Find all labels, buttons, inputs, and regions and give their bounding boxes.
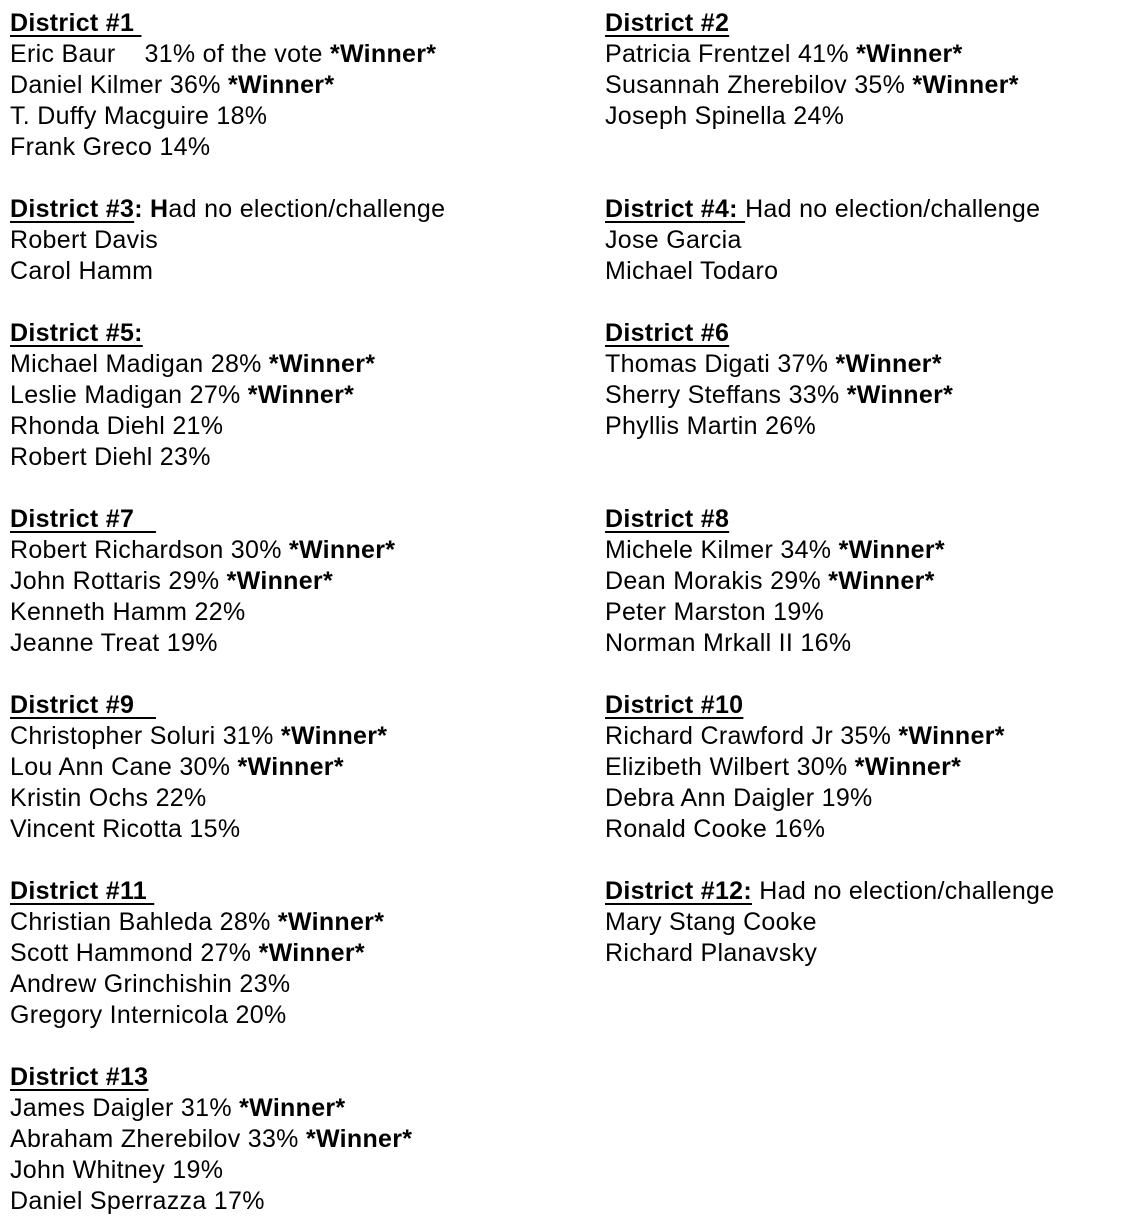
text-segment: Susannah Zherebilov 35% [605, 71, 913, 99]
candidate-line [10, 225, 445, 256]
text-segment: Patricia Frentzel 41% [605, 40, 857, 68]
text-segment: Frank Greco 14% [10, 133, 211, 161]
candidate-line [10, 1155, 412, 1186]
district-8-block [605, 504, 945, 659]
text-segment: : H [134, 195, 169, 223]
candidate-line [10, 1000, 384, 1031]
winner-label: *Winner* [237, 753, 344, 781]
district-13-block [10, 1062, 412, 1217]
candidate-line [605, 907, 1054, 938]
candidate-line [605, 411, 953, 442]
text-segment: Robert Diehl 23% [10, 443, 211, 471]
candidate-line [10, 969, 384, 1000]
text-segment: Michael Madigan 28% [10, 350, 269, 378]
candidate-line [605, 39, 1019, 70]
winner-label: *Winner* [277, 908, 385, 936]
candidate-line [10, 256, 445, 287]
text-segment: Eric Baur 31% of the vote [10, 40, 330, 68]
text-segment: ad no election/challenge [168, 195, 446, 223]
text-segment: Abraham Zherebilov 33% [10, 1125, 306, 1153]
candidate-line [10, 70, 436, 101]
district-10-block [605, 690, 1005, 845]
district-12-block [605, 876, 1054, 969]
text-segment: Christian Bahleda 28% [10, 908, 278, 936]
candidate-line [10, 1124, 412, 1155]
candidate-line [10, 814, 387, 845]
candidate-line [10, 752, 387, 783]
text-segment: Robert Richardson 30% [10, 536, 289, 564]
text-segment: Norman Mrkall II 16% [605, 629, 852, 657]
district-4-block [605, 194, 1040, 287]
text-segment: District #13 [10, 1063, 149, 1091]
candidate-line [605, 225, 1040, 256]
candidate-line [605, 101, 1019, 132]
text-segment: Carol Hamm [10, 257, 154, 285]
text-segment: Robert Davis [10, 226, 159, 254]
district-5-header [10, 318, 375, 349]
candidate-line [605, 380, 953, 411]
text-segment: District #7 [10, 505, 156, 533]
winner-label: *Winner* [305, 1125, 413, 1153]
candidate-line [10, 721, 387, 752]
text-segment: Michele Kilmer 34% [605, 536, 839, 564]
winner-label: *Winner* [854, 753, 962, 781]
candidate-line [605, 783, 1005, 814]
text-segment: District #1 [10, 9, 142, 37]
winner-label: *Winner* [898, 722, 1005, 750]
winner-label: *Winner* [226, 567, 333, 595]
text-segment: Kenneth Hamm 22% [10, 598, 246, 626]
district-6-header [605, 318, 953, 349]
candidate-line [10, 101, 436, 132]
winner-label: *Winner* [268, 350, 376, 378]
candidate-line [10, 535, 395, 566]
candidate-line [605, 628, 945, 659]
district-11-header [10, 876, 384, 907]
text-segment: John Whitney 19% [10, 1156, 224, 1184]
text-segment: Jeanne Treat 19% [10, 629, 218, 657]
winner-label: *Winner* [838, 536, 945, 564]
text-segment: Elizibeth Wilbert 30% [605, 753, 855, 781]
text-segment: Ronald Cooke 16% [605, 815, 826, 843]
winner-label: *Winner* [329, 40, 437, 68]
text-segment: District #12: [605, 877, 753, 905]
text-segment: Andrew Grinchishin 23% [10, 970, 291, 998]
text-segment: Debra Ann Daigler 19% [605, 784, 873, 812]
text-segment: Kristin Ochs 22% [10, 784, 207, 812]
text-segment: District #9 [10, 691, 156, 719]
winner-label: *Winner* [288, 536, 396, 564]
text-segment: Peter Marston 19% [605, 598, 825, 626]
text-segment: Thomas Digati 37% [605, 350, 836, 378]
text-segment: Leslie Madigan 27% [10, 381, 248, 409]
text-segment: District #11 [10, 877, 155, 905]
district-2-block [605, 8, 1019, 132]
text-segment: Lou Ann Cane 30% [10, 753, 238, 781]
district-7-header [10, 504, 395, 535]
district-1-block [10, 8, 436, 163]
candidate-line [605, 597, 945, 628]
text-segment: District #6 [605, 319, 730, 347]
winner-label: *Winner* [912, 71, 1019, 99]
district-9-block [10, 690, 387, 845]
candidate-line [10, 349, 375, 380]
text-segment: District #4: [605, 195, 746, 223]
text-segment: James Daigler 31% [10, 1094, 240, 1122]
candidate-line [10, 132, 436, 163]
candidate-line [10, 783, 387, 814]
text-segment: District #3 [10, 195, 135, 223]
candidate-line [605, 256, 1040, 287]
winner-label: *Winner* [856, 40, 963, 68]
text-segment: District #2 [605, 9, 730, 37]
district-11-block [10, 876, 384, 1031]
text-segment: District #8 [605, 505, 730, 533]
text-segment: Rhonda Diehl 21% [10, 412, 224, 440]
winner-label: *Winner* [280, 722, 388, 750]
winner-label: *Winner* [846, 381, 954, 409]
text-segment: Phyllis Martin 26% [605, 412, 817, 440]
district-6-block [605, 318, 953, 442]
text-segment: Gregory Internicola 20% [10, 1001, 287, 1029]
text-segment: Dean Morakis 29% [605, 567, 829, 595]
candidate-line [10, 39, 436, 70]
district-13-header [10, 1062, 412, 1093]
winner-label: *Winner* [258, 939, 365, 967]
candidate-line [605, 349, 953, 380]
text-segment: Sherry Steffans 33% [605, 381, 847, 409]
text-segment: T. Duffy Macguire 18% [10, 102, 268, 130]
candidate-line [10, 907, 384, 938]
candidate-line [605, 566, 945, 597]
district-3-block [10, 194, 445, 287]
district-12-header [605, 876, 1054, 907]
text-segment: District #5: [10, 319, 143, 347]
text-segment: Mary Stang Cooke [605, 908, 817, 936]
district-3-header [10, 194, 445, 225]
candidate-line [605, 70, 1019, 101]
text-segment: Richard Planavsky [605, 939, 818, 967]
candidate-line [605, 535, 945, 566]
text-segment: Michael Todaro [605, 257, 779, 285]
candidate-line [10, 628, 395, 659]
text-segment: Had no election/challenge [745, 195, 1041, 223]
candidate-line [605, 938, 1054, 969]
text-segment: Christopher Soluri 31% [10, 722, 281, 750]
text-segment: Richard Crawford Jr 35% [605, 722, 899, 750]
district-8-header [605, 504, 945, 535]
district-2-header [605, 8, 1019, 39]
district-10-header [605, 690, 1005, 721]
text-segment: Joseph Spinella 24% [605, 102, 845, 130]
winner-label: *Winner* [228, 71, 335, 99]
candidate-line [10, 566, 395, 597]
text-segment: Had no election/challenge [752, 877, 1055, 905]
district-4-header [605, 194, 1040, 225]
winner-label: *Winner* [247, 381, 355, 409]
winner-label: *Winner* [828, 567, 935, 595]
winner-label: *Winner* [835, 350, 942, 378]
candidate-line [10, 1186, 412, 1217]
candidate-line [10, 1093, 412, 1124]
candidate-line [10, 442, 375, 473]
candidate-line [605, 814, 1005, 845]
candidate-line [605, 721, 1005, 752]
district-5-block [10, 318, 375, 473]
text-segment: District #10 [605, 691, 744, 719]
candidate-line [605, 752, 1005, 783]
text-segment: Scott Hammond 27% [10, 939, 259, 967]
winner-label: *Winner* [239, 1094, 346, 1122]
district-9-header [10, 690, 387, 721]
text-segment: Jose Garcia [605, 226, 742, 254]
candidate-line [10, 597, 395, 628]
district-1-header [10, 8, 436, 39]
text-segment: Vincent Ricotta 15% [10, 815, 241, 843]
text-segment: John Rottaris 29% [10, 567, 227, 595]
candidate-line [10, 411, 375, 442]
candidate-line [10, 938, 384, 969]
candidate-line [10, 380, 375, 411]
text-segment: Daniel Sperrazza 17% [10, 1187, 265, 1215]
district-7-block [10, 504, 395, 659]
text-segment: Daniel Kilmer 36% [10, 71, 228, 99]
